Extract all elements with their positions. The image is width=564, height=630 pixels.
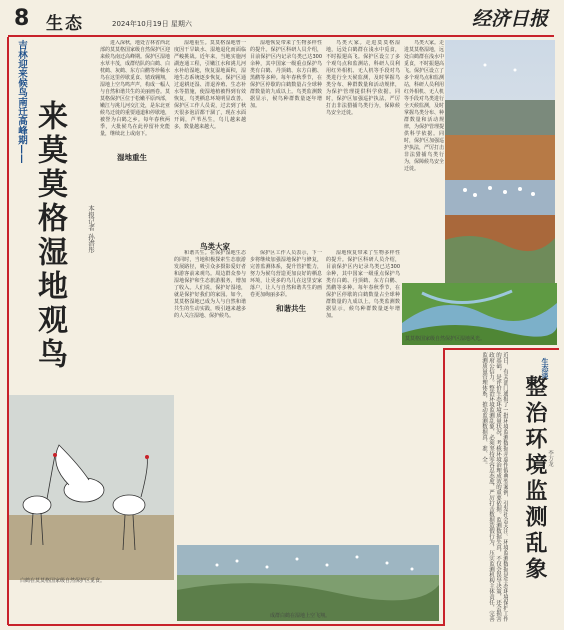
sidebar-article-text: 近日，有关部门通报了一批环境监测数据弄虚作假典型案例，引发社会关注。环境监测数据是生态环境保护工作的基础，是评价生态环境质量状况、考核环境治理成效的重要依据。监测数据失真，不仅会误导决策，还会损害政府公信力。整治环境监测乱象，必须坚持零容忍态度，严厉打击数据造假行为，压实监测机构主体责任，完善监测质量管理体系，推动监测数据真、准、全。	[481, 352, 508, 622]
section-name: 生态	[46, 14, 84, 34]
subhead-2: 鸟类大家	[200, 242, 230, 251]
story-title: 来莫莫格湿地观鸟	[32, 100, 67, 372]
article-column-2: 湿地重生。莫莫格湿地曾一度因干旱缺水、湿地退化而面临严峻挑战。近年来，当地实施河湖连通工程，引嫩江水和洮儿河水补给湿地，恢复湿地面积，湿地生态系统逐步恢复。保护区通过退耕还湿、清退养殖、生态补水等措施，使湿地植被得到有效恢复，鸟类栖息环境明显改善。保护区工作人员说，过去到了秋天很多泡沼都干涸了，现在水面开阔，芦苇丛生，鸟儿越来越多，数量越来越大。	[174, 40, 246, 130]
frame-sidebar-left-rule	[443, 348, 445, 626]
sidebar-author: 李万龙	[547, 450, 553, 467]
article-column-3: 湿地恢复带来了生物多样性的提升。保护区科研人员介绍，目前保护区内记录鸟类已达300余种，其中国家一级重点保护鸟类有白鹤、丹顶鹤、东方白鹳、黑鹳等多种。每年春秋季节，在保护区停歇的白鹤数量占全球种群数量的九成以上。鸟类监测数据显示，候鸟种群数量逐年增加。	[250, 40, 322, 109]
article-column-6: 保护区工作人员表示，下一步将继续加强湿地保护与修复，完善监测体系，提升管护能力，努力为候鸟营造更加良好的栖息环境，让更多的鸟儿在这里安家落户，让人与自然和谐共生的画卷更加绚丽多彩。	[250, 250, 322, 298]
date-line: 2024年10月19日 星期六	[112, 20, 192, 28]
article-column-7: 湿地恢复带来了生物多样性的提升。保护区科研人员介绍，目前保护区内记录鸟类已达300余种，其中国家一级重点保护鸟类有白鹤、丹顶鹤、东方白鹳、黑鹳等多种。每年春秋季节，在保护区停歇的白鹤数量占全球种群数量的九成以上。鸟类监测数据显示，候鸟种群数量逐年增加。	[326, 250, 400, 319]
article-column-8: 鸟类大家。走进莫莫格湿地，远处白鹤群在浅水中觅食，不时振翅高飞。保护区设立了多个观鸟点和监测站，科研人员利用红外相机、无人机等手段对鸟类进行全天候监测，及时掌握鸟类分布、种群数量和活动规律，为保护管理提供科学依据。同时，保护区加强巡护执法，严厉打击非法猎捕鸟类行为，保障候鸟安全迁徙。	[404, 40, 444, 172]
page-number: 8	[14, 6, 30, 31]
white-cranes-photo	[9, 395, 174, 580]
story-byline: 本报记者 孙潜彤	[87, 205, 95, 253]
article-column-4: 鸟类大家。走进莫莫格湿地，远处白鹤群在浅水中觅食，不时振翅高飞。保护区设立了多个观鸟点和监测站，科研人员利用红外相机、无人机等手段对鸟类进行全天候监测，及时掌握鸟类分布、种群数量和活动规律，为保护管理提供科学依据。同时，保护区加强巡护执法，严厉打击非法猎捕鸟类行为，保障候鸟安全迁徙。	[326, 40, 400, 116]
newspaper-logo: 经济日报	[471, 8, 548, 30]
frame-sidebar-top-rule	[443, 348, 559, 350]
caption-white-cranes: 白鹤在莫莫格国家级自然保护区觅食。	[20, 578, 106, 584]
sidebar-tag: 生态谈	[541, 358, 549, 379]
wetland-birds-photo	[445, 40, 555, 288]
article-column-5: 和谐共生。在保护湿地生态的同时，当地积极探索生态旅游发展路径，吸引众多摄影爱好者和游客前来观鸟。周边群众参与湿地保护和生态旅游服务，增加了收入。人们说，保护好湿地，就是保护好我们的家园。如今，莫莫格湿地已成为人与自然和谐共生的生动实践，吸引越来越多的人关注湿地、保护候鸟。	[174, 250, 246, 319]
caption-flock: 成群白鹤在湿地上空飞翔。	[270, 613, 331, 619]
article-column-1: 进入深秋，地处吉林省西北部的莫莫格国家级自然保护区迎来候鸟南迁高峰期。保护区湿地水草丰茂，成群结队的白鹤、白枕鹤、灰鹤、东方白鹳等珍稀水鸟在这里停歇觅食、嬉戏翱翔，湿地上空鸟鸣声声，构成一幅人与自然和谐共生的美丽画卷。莫莫格保护区位于松嫩平原西部，嫩江与洮儿河交汇处，是东北亚候鸟迁徙的重要通道和停歇地，被誉为白鹤之乡。每年春秋两季，大批候鸟在此停留补充能量，继续北上或南下。	[100, 40, 170, 137]
subhead-1: 湿地重生	[117, 153, 147, 162]
page-header	[0, 0, 564, 38]
flock-flying-photo	[177, 545, 439, 621]
frame-bottom-rule	[8, 624, 444, 626]
caption-wetland-aerial: 莫莫格国家级自然保护区湿地风光。	[405, 336, 486, 342]
subhead-3: 和谐共生	[276, 304, 306, 313]
story-slogan: 吉林迎来候鸟南迁高峰期——	[16, 40, 27, 164]
header-rule	[8, 35, 554, 37]
sidebar-title: 整治环境监测乱象	[522, 375, 548, 583]
